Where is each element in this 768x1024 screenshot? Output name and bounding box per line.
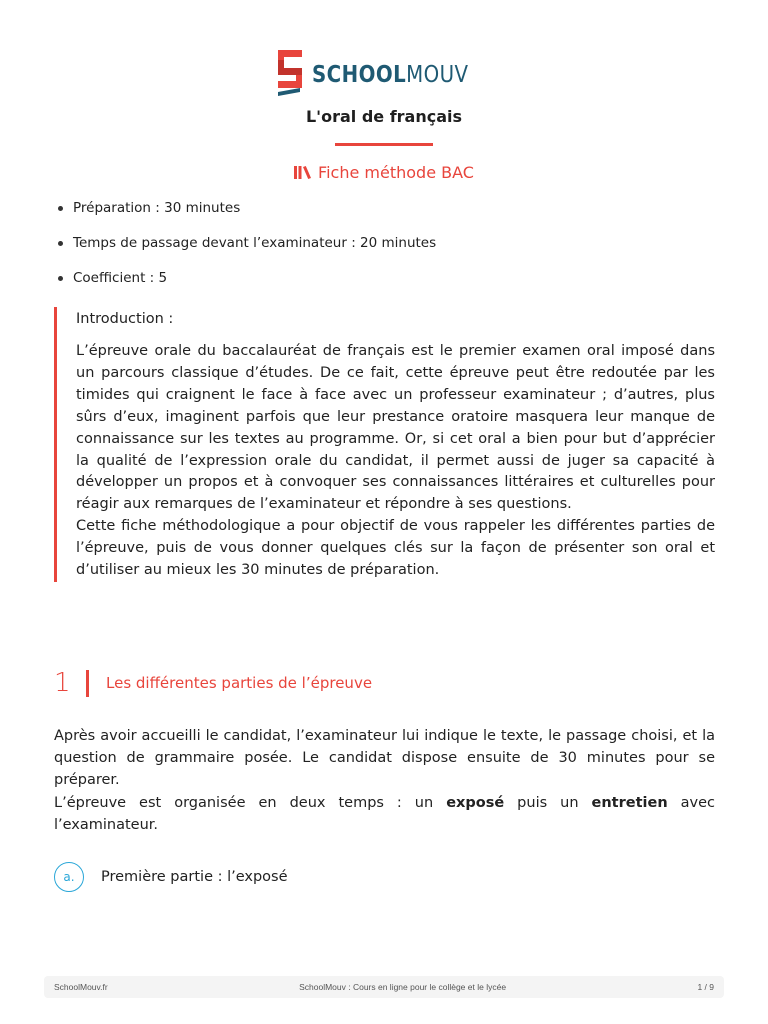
introduction-paragraph-2: Cette fiche méthodologique a pour objectif de vous rappeler les différentes parties de l’épreuve, puis de vous donner quelques clés sur la façon de présenter son oral et d’utiliser au mieux les 30 minutes de préparation. xyxy=(76,518,715,579)
schoolmouv-logo xyxy=(274,48,494,102)
page-footer xyxy=(44,976,724,998)
section-1-paragraph-2: L’épreuve est organisée en deux temps : un exposé puis un entretien avec l’examinateur. xyxy=(54,794,716,833)
books-icon xyxy=(294,163,312,182)
section-1-body xyxy=(54,725,715,836)
schoolmouv-s-logo-icon xyxy=(274,48,304,102)
page-number: 1 / 9 xyxy=(697,982,714,992)
keyword-expose: exposé xyxy=(446,794,505,811)
introduction-paragraph-1: L’épreuve orale du baccalauréat de français est le premier examen oral imposé dans un parcours classique d’études. De ce fait, cette épreuve peut être redoutée par les timides qui craignent le face à face avec un professeur examinateur ; d’autres, plus sûrs d’eux, imaginent parfois que leur prestance oratoire masquera leur manque de connaissance sur les textes au programme. Or, si cet oral a bien pour but d’apprécier la qualité de l’expression orale du candidat, il permet aussi de juger sa capacité à développer un propos et à convoquer ses connaissances littéraires et culturelles pour réagir aux remarques de l’examinateur et répondre à ses questions. xyxy=(76,343,715,513)
brand-name: SCHOOLMOUV xyxy=(312,62,469,88)
section-divider xyxy=(86,670,89,697)
introduction-box xyxy=(54,307,715,582)
footer-site: SchoolMouv.fr xyxy=(54,982,108,992)
keyword-entretien: entretien xyxy=(591,794,668,811)
header xyxy=(0,48,768,106)
fact-preparation: Préparation : 30 minutes xyxy=(54,198,714,233)
key-facts-list xyxy=(54,198,714,303)
fact-duration: Temps de passage devant l’examinateur : 20 minutes xyxy=(54,233,714,268)
footer-tagline: SchoolMouv : Cours en ligne pour le collège et le lycée xyxy=(299,982,507,992)
sheet-type-label xyxy=(0,163,768,182)
subsection-a-heading xyxy=(54,862,288,892)
subsection-title: Première partie : l’exposé xyxy=(101,869,288,885)
sheet-type-text: Fiche méthode BAC xyxy=(318,163,474,182)
introduction-heading: Introduction : xyxy=(76,311,174,327)
section-number: 1 xyxy=(54,668,71,698)
document-title: L'oral de français xyxy=(305,107,463,126)
subsection-badge: a. xyxy=(54,862,84,892)
section-title: Les différentes parties de l’épreuve xyxy=(106,674,373,692)
title-underline xyxy=(335,143,433,146)
section-1-heading xyxy=(54,668,372,698)
section-1-paragraph-1: Après avoir accueilli le candidat, l’examinateur lui indique le texte, le passage choisi, et la question de grammaire posée. Le candidat dispose ensuite de 30 minutes pour se préparer. xyxy=(54,728,715,789)
fact-coefficient: Coefficient : 5 xyxy=(54,268,714,303)
introduction-text xyxy=(76,341,715,582)
